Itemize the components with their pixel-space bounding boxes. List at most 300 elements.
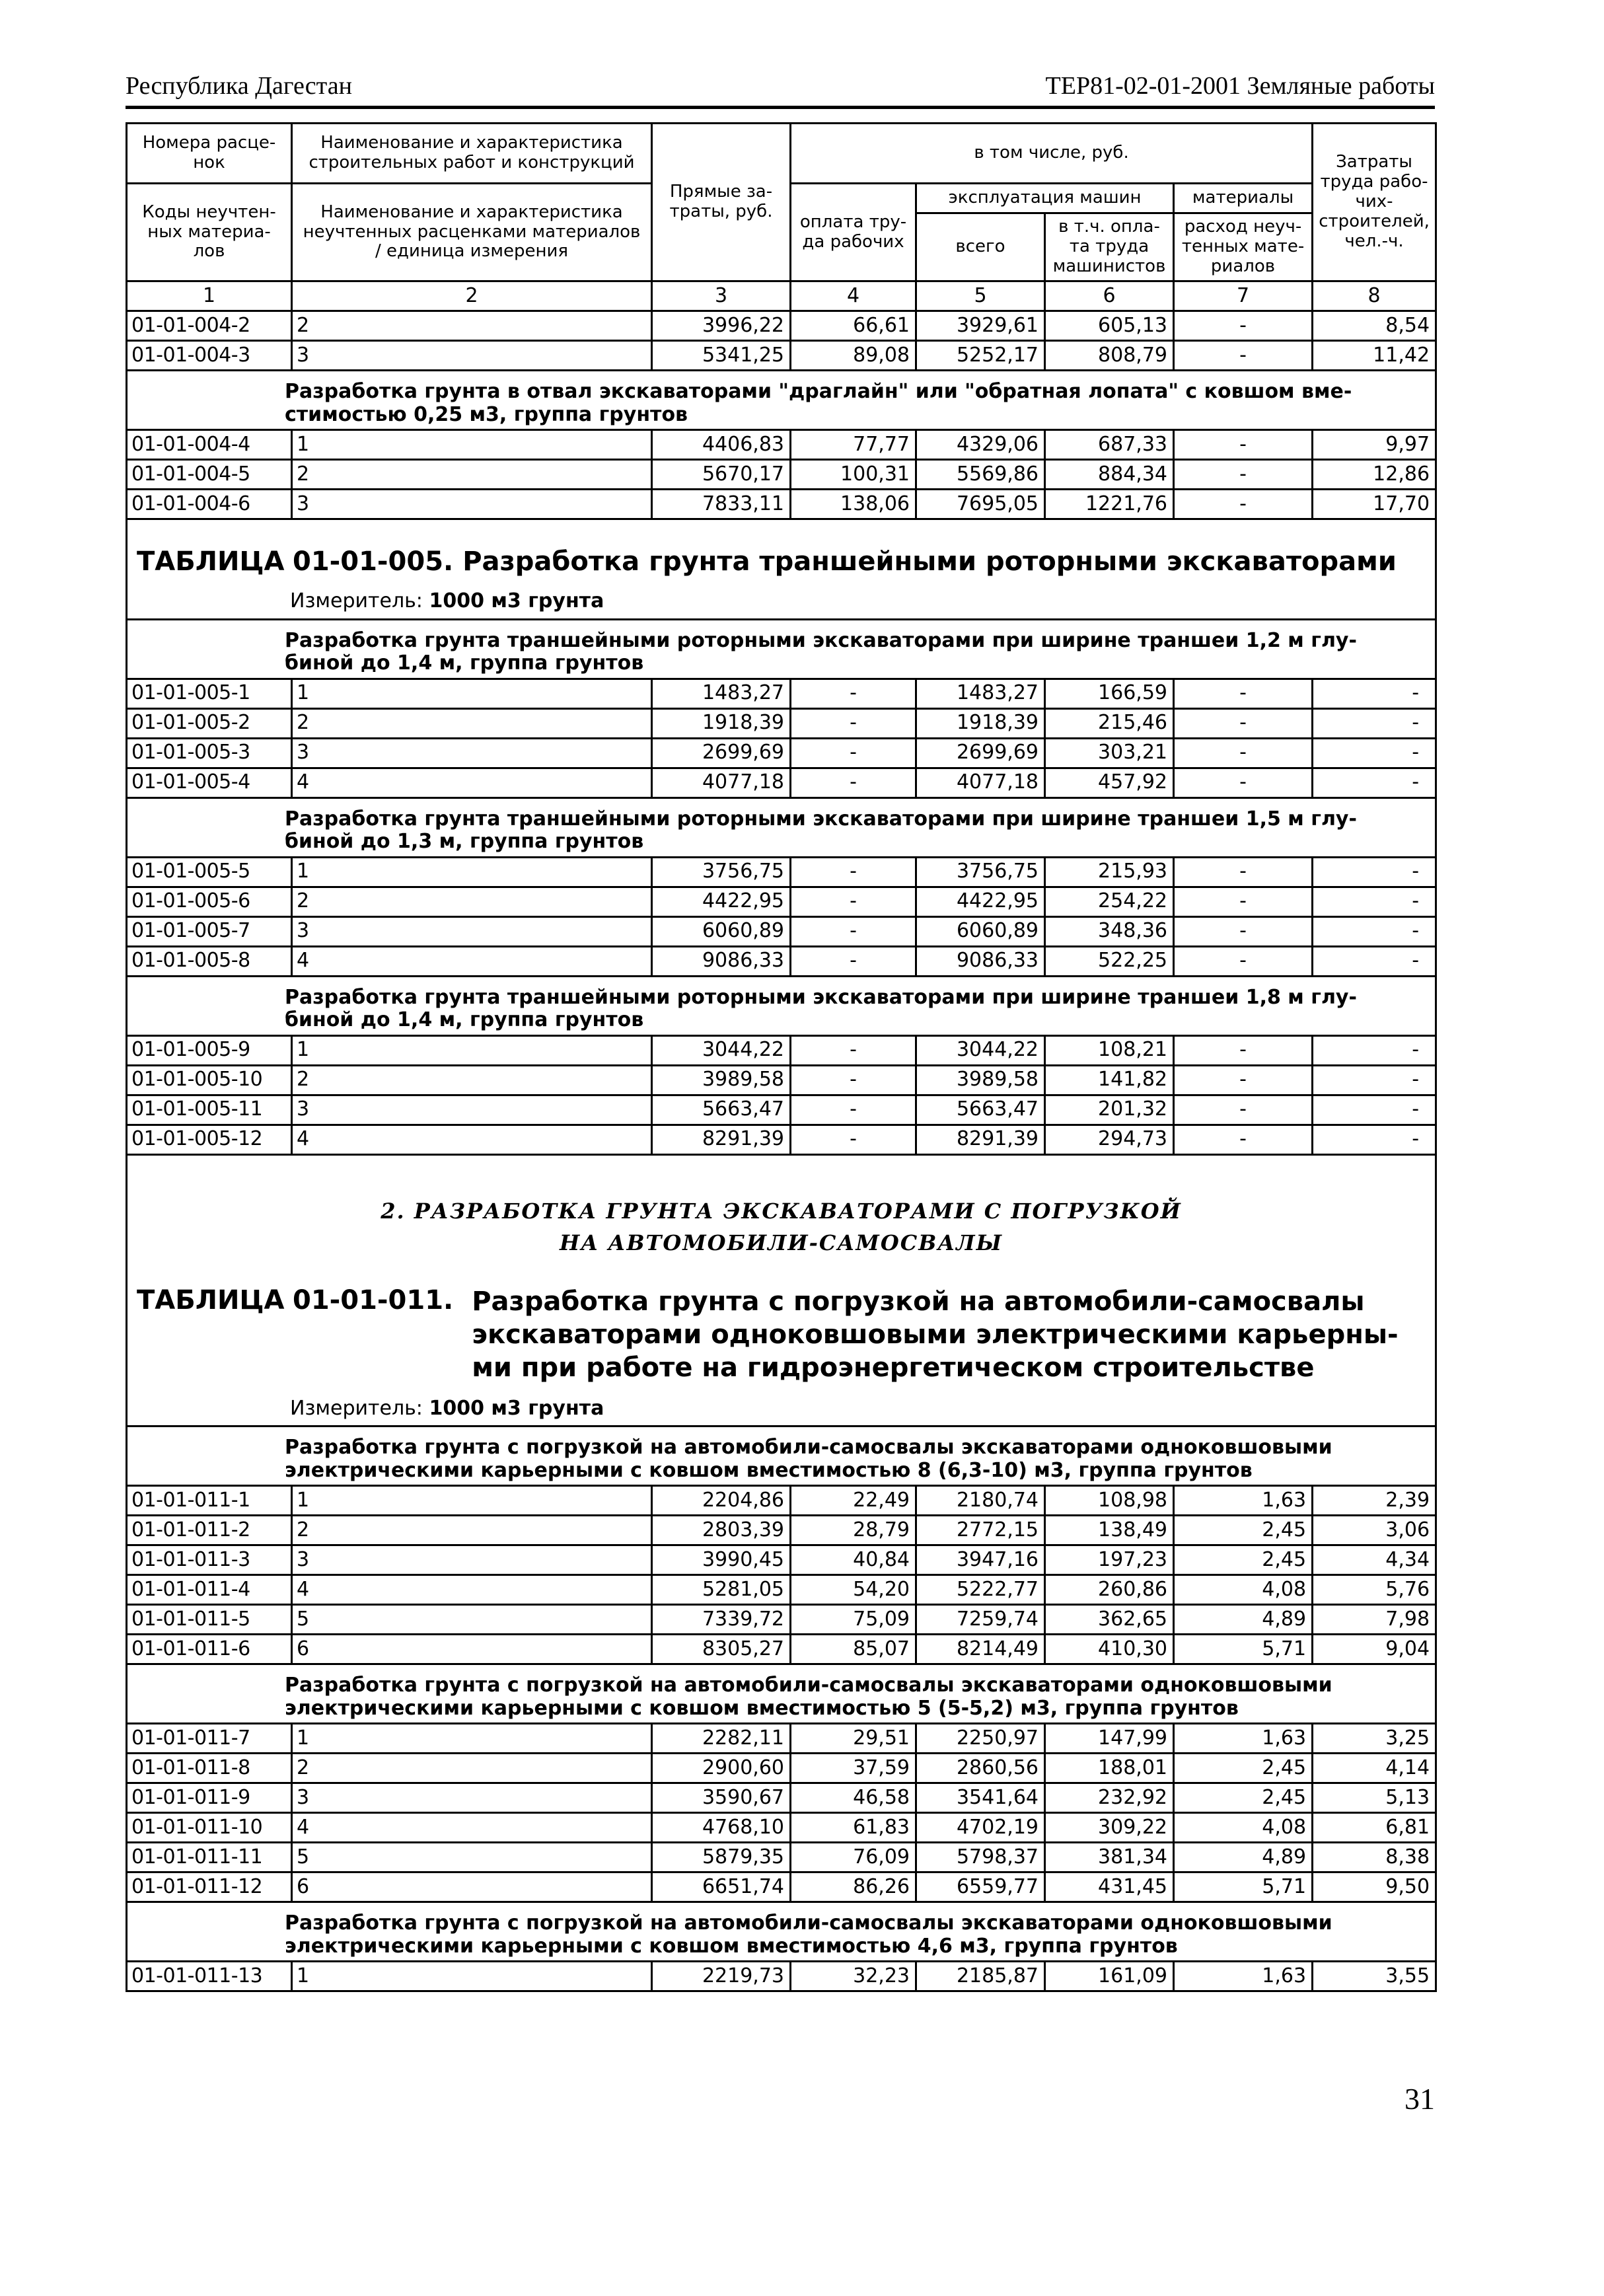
machinist-pay: 108,21 <box>1045 1035 1174 1065</box>
rate-variant: 3 <box>292 738 652 768</box>
direct-costs: 4768,10 <box>652 1813 791 1843</box>
direct-costs: 8291,39 <box>652 1125 791 1154</box>
material-use: - <box>1174 311 1313 341</box>
machinist-pay: 201,32 <box>1045 1095 1174 1125</box>
material-use: 1,63 <box>1174 1486 1313 1516</box>
worker-pay: - <box>791 679 916 708</box>
rate-variant: 2 <box>292 1754 652 1783</box>
labor-hours: 8,38 <box>1313 1843 1436 1872</box>
material-use: - <box>1174 430 1313 460</box>
table-row <box>127 490 1436 519</box>
material-use: 2,45 <box>1174 1516 1313 1545</box>
material-use: 2,45 <box>1174 1545 1313 1575</box>
table-row <box>127 1095 1436 1125</box>
direct-costs: 1483,27 <box>652 679 791 708</box>
machinist-pay: 147,99 <box>1045 1724 1174 1754</box>
direct-costs: 5879,35 <box>652 1843 791 1872</box>
direct-costs: 4077,18 <box>652 768 791 797</box>
rate-variant: 2 <box>292 708 652 738</box>
material-use: - <box>1174 460 1313 490</box>
top-rule <box>126 106 1435 109</box>
direct-costs: 3996,22 <box>652 311 791 341</box>
rate-code: 01-01-004-2 <box>127 311 292 341</box>
material-use: 4,89 <box>1174 1605 1313 1635</box>
meter-label: Измеритель: <box>290 1396 423 1420</box>
direct-costs: 2803,39 <box>652 1516 791 1545</box>
rate-code: 01-01-011-12 <box>127 1872 292 1902</box>
labor-hours: 17,70 <box>1313 490 1436 519</box>
col-num-6: 6 <box>1045 281 1174 311</box>
machine-total: 6060,89 <box>916 916 1045 946</box>
labor-hours: - <box>1313 1065 1436 1095</box>
header-worker-pay: оплата тру-да рабочих <box>791 184 916 281</box>
rate-variant: 3 <box>292 490 652 519</box>
table-number: 01-01-005. <box>293 546 454 577</box>
direct-costs: 9086,33 <box>652 946 791 976</box>
worker-pay: - <box>791 1125 916 1154</box>
machinist-pay: 362,65 <box>1045 1605 1174 1635</box>
table-row <box>127 946 1436 976</box>
header-machine-operation: эксплуатация машин <box>916 184 1174 213</box>
table-row <box>127 1783 1436 1813</box>
labor-hours: 9,50 <box>1313 1872 1436 1902</box>
meter-label: Измеритель: <box>290 589 423 612</box>
table-title <box>133 1259 1430 1384</box>
group-heading: Разработка грунта с погрузкой на автомобили-самосвалы экскаваторами одноковшовыми электрическими карьерными с ковшом вместимостью 8 (6,3-10) м3, группа грунтов <box>127 1426 1436 1486</box>
direct-costs: 3989,58 <box>652 1065 791 1095</box>
col-num-5: 5 <box>916 281 1045 311</box>
rate-code: 01-01-011-13 <box>127 1962 292 1991</box>
worker-pay: - <box>791 916 916 946</box>
rate-variant: 5 <box>292 1843 652 1872</box>
machine-total: 3541,64 <box>916 1783 1045 1813</box>
direct-costs: 7833,11 <box>652 490 791 519</box>
material-use: 4,08 <box>1174 1813 1313 1843</box>
rate-variant: 2 <box>292 1516 652 1545</box>
table-title-row <box>127 519 1436 620</box>
direct-costs: 5281,05 <box>652 1575 791 1605</box>
direct-costs: 3590,67 <box>652 1783 791 1813</box>
machine-total: 2185,87 <box>916 1962 1045 1991</box>
table-title-text: Разработка грунта траншейными роторными экскаваторами <box>462 546 1397 577</box>
header-rate-number: Номера расце-нок <box>127 124 292 184</box>
machinist-pay: 138,49 <box>1045 1516 1174 1545</box>
labor-hours: - <box>1313 738 1436 768</box>
rate-code: 01-01-005-5 <box>127 857 292 887</box>
worker-pay: 138,06 <box>791 490 916 519</box>
machine-total: 3756,75 <box>916 857 1045 887</box>
rate-variant: 3 <box>292 1095 652 1125</box>
rate-variant: 1 <box>292 857 652 887</box>
worker-pay: - <box>791 738 916 768</box>
direct-costs: 2204,86 <box>652 1486 791 1516</box>
labor-hours: 8,54 <box>1313 311 1436 341</box>
labor-hours: 12,86 <box>1313 460 1436 490</box>
worker-pay: 28,79 <box>791 1516 916 1545</box>
machine-total: 9086,33 <box>916 946 1045 976</box>
rate-variant: 6 <box>292 1635 652 1664</box>
material-use: - <box>1174 1125 1313 1154</box>
machine-total: 3044,22 <box>916 1035 1045 1065</box>
table-title-cell <box>127 1259 1436 1426</box>
machine-total: 3929,61 <box>916 311 1045 341</box>
rate-variant: 4 <box>292 768 652 797</box>
labor-hours: - <box>1313 1035 1436 1065</box>
table-row <box>127 679 1436 708</box>
worker-pay: 32,23 <box>791 1962 916 1991</box>
machinist-pay: 410,30 <box>1045 1635 1174 1664</box>
col-num-4: 4 <box>791 281 916 311</box>
table-row <box>127 708 1436 738</box>
meter-value: 1000 м3 грунта <box>429 1396 604 1420</box>
table-row <box>127 1486 1436 1516</box>
rate-code: 01-01-011-5 <box>127 1605 292 1635</box>
machinist-pay: 348,36 <box>1045 916 1174 946</box>
group-heading-row <box>127 1426 1436 1486</box>
header-material-name: Наименование и характеристика неучтенных расценками материалов / единица измерения <box>292 184 652 281</box>
header-machinist-pay: в т.ч. опла-та труда машинистов <box>1045 213 1174 281</box>
table-title-text: Разработка грунта с погрузкой на автомобили-самосвалы экскаваторами одноковшовыми электрическими карьерны-ми при работе на гидроэнергетическом строительстве <box>472 1286 1399 1383</box>
rate-code: 01-01-005-8 <box>127 946 292 976</box>
material-use: - <box>1174 946 1313 976</box>
worker-pay: 46,58 <box>791 1783 916 1813</box>
direct-costs: 6060,89 <box>652 916 791 946</box>
machine-total: 8214,49 <box>916 1635 1045 1664</box>
rate-variant: 3 <box>292 1783 652 1813</box>
worker-pay: 77,77 <box>791 430 916 460</box>
table-row <box>127 1545 1436 1575</box>
machinist-pay: 522,25 <box>1045 946 1174 976</box>
section-heading-line-2: НА АВТОМОБИЛИ-САМОСВАЛЫ <box>559 1230 1003 1255</box>
machinist-pay: 215,93 <box>1045 857 1174 887</box>
table-row <box>127 738 1436 768</box>
header-unaccounted-materials: расход неуч-тенных мате-риалов <box>1174 213 1313 281</box>
machine-total: 5222,77 <box>916 1575 1045 1605</box>
table-number: 01-01-011. <box>293 1284 454 1315</box>
machine-total: 6559,77 <box>916 1872 1045 1902</box>
table-row <box>127 430 1436 460</box>
table-row <box>127 1575 1436 1605</box>
material-use: 5,71 <box>1174 1872 1313 1902</box>
labor-hours: - <box>1313 679 1436 708</box>
machine-total: 3947,16 <box>916 1545 1045 1575</box>
machinist-pay: 197,23 <box>1045 1545 1174 1575</box>
material-use: 2,45 <box>1174 1783 1313 1813</box>
direct-costs: 3990,45 <box>652 1545 791 1575</box>
group-heading: Разработка грунта с погрузкой на автомобили-самосвалы экскаваторами одноковшовыми электрическими карьерными с ковшом вместимостью 5 (5-5,2) м3, группа грунтов <box>127 1664 1436 1724</box>
group-heading-row <box>127 976 1436 1035</box>
rate-variant: 4 <box>292 1575 652 1605</box>
section-heading-line-1: 2. РАЗРАБОТКА ГРУНТА ЭКСКАВАТОРАМИ С ПОГРУЗКОЙ <box>381 1198 1182 1224</box>
machine-total: 7259,74 <box>916 1605 1045 1635</box>
direct-costs: 5663,47 <box>652 1095 791 1125</box>
machinist-pay: 381,34 <box>1045 1843 1174 1872</box>
direct-costs: 6651,74 <box>652 1872 791 1902</box>
machine-total: 8291,39 <box>916 1125 1045 1154</box>
header-direct-costs: Прямые за-траты, руб. <box>652 124 791 281</box>
machinist-pay: 1221,76 <box>1045 490 1174 519</box>
material-use: 5,71 <box>1174 1635 1313 1664</box>
machinist-pay: 303,21 <box>1045 738 1174 768</box>
rate-code: 01-01-005-1 <box>127 679 292 708</box>
worker-pay: 86,26 <box>791 1872 916 1902</box>
direct-costs: 5341,25 <box>652 341 791 371</box>
worker-pay: 85,07 <box>791 1635 916 1664</box>
machinist-pay: 260,86 <box>1045 1575 1174 1605</box>
direct-costs: 4406,83 <box>652 430 791 460</box>
machinist-pay: 808,79 <box>1045 341 1174 371</box>
rates-table <box>126 122 1437 1992</box>
col-num-3: 3 <box>652 281 791 311</box>
section-heading-row <box>127 1154 1436 1259</box>
direct-costs: 5670,17 <box>652 460 791 490</box>
material-use: 4,89 <box>1174 1843 1313 1872</box>
worker-pay: - <box>791 946 916 976</box>
rate-code: 01-01-005-10 <box>127 1065 292 1095</box>
labor-hours: 3,55 <box>1313 1962 1436 1991</box>
rate-variant: 6 <box>292 1872 652 1902</box>
machinist-pay: 108,98 <box>1045 1486 1174 1516</box>
labor-hours: 3,25 <box>1313 1724 1436 1754</box>
material-use: - <box>1174 887 1313 916</box>
direct-costs: 2282,11 <box>652 1724 791 1754</box>
table-row <box>127 1065 1436 1095</box>
rate-code: 01-01-011-4 <box>127 1575 292 1605</box>
direct-costs: 1918,39 <box>652 708 791 738</box>
table-row <box>127 768 1436 797</box>
rate-code: 01-01-004-5 <box>127 460 292 490</box>
table-row <box>127 1635 1436 1664</box>
labor-hours: - <box>1313 1125 1436 1154</box>
col-num-8: 8 <box>1313 281 1436 311</box>
rate-variant: 4 <box>292 946 652 976</box>
rate-code: 01-01-011-1 <box>127 1486 292 1516</box>
material-use: - <box>1174 490 1313 519</box>
worker-pay: 89,08 <box>791 341 916 371</box>
rate-code: 01-01-011-9 <box>127 1783 292 1813</box>
rate-code: 01-01-004-3 <box>127 341 292 371</box>
measurement-unit <box>133 1384 1430 1426</box>
worker-pay: 37,59 <box>791 1754 916 1783</box>
machinist-pay: 188,01 <box>1045 1754 1174 1783</box>
machinist-pay: 215,46 <box>1045 708 1174 738</box>
table-row <box>127 1813 1436 1843</box>
group-heading: Разработка грунта с погрузкой на автомобили-самосвалы экскаваторами одноковшовыми электрическими карьерными с ковшом вместимостью 4,6 м3, группа грунтов <box>127 1902 1436 1962</box>
material-use: - <box>1174 768 1313 797</box>
rate-code: 01-01-005-7 <box>127 916 292 946</box>
col-num-2: 2 <box>292 281 652 311</box>
machinist-pay: 884,34 <box>1045 460 1174 490</box>
labor-hours: - <box>1313 708 1436 738</box>
table-title-cell <box>127 519 1436 620</box>
machine-total: 4702,19 <box>916 1813 1045 1843</box>
machine-total: 3989,58 <box>916 1065 1045 1095</box>
rate-code: 01-01-004-6 <box>127 490 292 519</box>
page-number: 31 <box>1404 2082 1435 2116</box>
material-use: 1,63 <box>1174 1724 1313 1754</box>
rate-variant: 3 <box>292 916 652 946</box>
col-num-1: 1 <box>127 281 292 311</box>
machine-total: 5798,37 <box>916 1843 1045 1872</box>
table-row <box>127 1962 1436 1991</box>
rate-variant: 2 <box>292 460 652 490</box>
machine-total: 2250,97 <box>916 1724 1045 1754</box>
table-title-row <box>127 1259 1436 1426</box>
machine-total: 2180,74 <box>916 1486 1045 1516</box>
material-use: - <box>1174 857 1313 887</box>
rate-variant: 4 <box>292 1813 652 1843</box>
rate-variant: 5 <box>292 1605 652 1635</box>
table-row <box>127 1754 1436 1783</box>
material-use: - <box>1174 1035 1313 1065</box>
rate-code: 01-01-005-2 <box>127 708 292 738</box>
direct-costs: 8305,27 <box>652 1635 791 1664</box>
table-row <box>127 1035 1436 1065</box>
rate-variant: 2 <box>292 887 652 916</box>
labor-hours: - <box>1313 887 1436 916</box>
labor-hours: - <box>1313 916 1436 946</box>
group-heading-row <box>127 797 1436 857</box>
machinist-pay: 232,92 <box>1045 1783 1174 1813</box>
material-use: 1,63 <box>1174 1962 1313 1991</box>
labor-hours: 9,04 <box>1313 1635 1436 1664</box>
labor-hours: - <box>1313 857 1436 887</box>
rate-variant: 1 <box>292 1962 652 1991</box>
machine-total: 2772,15 <box>916 1516 1045 1545</box>
labor-hours: 9,97 <box>1313 430 1436 460</box>
labor-hours: 5,76 <box>1313 1575 1436 1605</box>
machinist-pay: 605,13 <box>1045 311 1174 341</box>
machinist-pay: 431,45 <box>1045 1872 1174 1902</box>
table-row <box>127 1843 1436 1872</box>
machine-total: 7695,05 <box>916 490 1045 519</box>
machinist-pay: 309,22 <box>1045 1813 1174 1843</box>
rate-code: 01-01-011-10 <box>127 1813 292 1843</box>
group-heading-row <box>127 1664 1436 1724</box>
machine-total: 2699,69 <box>916 738 1045 768</box>
table-row <box>127 460 1436 490</box>
table-row <box>127 311 1436 341</box>
column-numbers-row <box>127 281 1436 311</box>
direct-costs: 3756,75 <box>652 857 791 887</box>
worker-pay: - <box>791 1095 916 1125</box>
table-row <box>127 341 1436 371</box>
direct-costs: 4422,95 <box>652 887 791 916</box>
machinist-pay: 166,59 <box>1045 679 1174 708</box>
rate-code: 01-01-005-3 <box>127 738 292 768</box>
header-materials: материалы <box>1174 184 1313 213</box>
worker-pay: 40,84 <box>791 1545 916 1575</box>
section-heading <box>133 1156 1430 1259</box>
material-use: - <box>1174 679 1313 708</box>
worker-pay: 54,20 <box>791 1575 916 1605</box>
worker-pay: 66,61 <box>791 311 916 341</box>
running-head <box>126 71 1435 104</box>
labor-hours: 11,42 <box>1313 341 1436 371</box>
machine-total: 1483,27 <box>916 679 1045 708</box>
table-row <box>127 1125 1436 1154</box>
group-heading: Разработка грунта в отвал экскаваторами "драглайн" или "обратная лопата" с ковшом вме-стимостью 0,25 м3, группа грунтов <box>127 371 1436 430</box>
material-use: 2,45 <box>1174 1754 1313 1783</box>
machine-total: 2860,56 <box>916 1754 1045 1783</box>
rate-variant: 2 <box>292 311 652 341</box>
rate-variant: 1 <box>292 679 652 708</box>
worker-pay: - <box>791 708 916 738</box>
machine-total: 1918,39 <box>916 708 1045 738</box>
direct-costs: 2699,69 <box>652 738 791 768</box>
rate-code: 01-01-005-4 <box>127 768 292 797</box>
machinist-pay: 687,33 <box>1045 430 1174 460</box>
group-heading-row <box>127 1902 1436 1962</box>
worker-pay: 22,49 <box>791 1486 916 1516</box>
document-code: ТЕР81-02-01-2001 Земляные работы <box>1045 72 1435 100</box>
table-row <box>127 1872 1436 1902</box>
worker-pay: 76,09 <box>791 1843 916 1872</box>
worker-pay: - <box>791 857 916 887</box>
group-heading-row <box>127 619 1436 679</box>
rate-code: 01-01-011-2 <box>127 1516 292 1545</box>
machine-total: 5569,86 <box>916 460 1045 490</box>
machine-total: 4077,18 <box>916 768 1045 797</box>
labor-hours: 5,13 <box>1313 1783 1436 1813</box>
rate-variant: 3 <box>292 341 652 371</box>
table-label: ТАБЛИЦА <box>137 546 285 577</box>
rate-variant: 1 <box>292 430 652 460</box>
labor-hours: 4,34 <box>1313 1545 1436 1575</box>
machinist-pay: 161,09 <box>1045 1962 1174 1991</box>
rates-table-body <box>127 124 1436 1991</box>
col-num-7: 7 <box>1174 281 1313 311</box>
rate-code: 01-01-011-3 <box>127 1545 292 1575</box>
rate-code: 01-01-011-8 <box>127 1754 292 1783</box>
material-use: - <box>1174 1095 1313 1125</box>
worker-pay: - <box>791 768 916 797</box>
worker-pay: 100,31 <box>791 460 916 490</box>
direct-costs: 2900,60 <box>652 1754 791 1783</box>
group-heading-row <box>127 371 1436 430</box>
labor-hours: - <box>1313 768 1436 797</box>
material-use: - <box>1174 708 1313 738</box>
labor-hours: 3,06 <box>1313 1516 1436 1545</box>
worker-pay: 61,83 <box>791 1813 916 1843</box>
rate-code: 01-01-005-6 <box>127 887 292 916</box>
labor-hours: 2,39 <box>1313 1486 1436 1516</box>
machinist-pay: 254,22 <box>1045 887 1174 916</box>
header-material-codes: Коды неучтен-ных материа-лов <box>127 184 292 281</box>
labor-hours: - <box>1313 1095 1436 1125</box>
table-row <box>127 887 1436 916</box>
header-labor-costs: Затраты труда рабо-чих-строителей, чел.-ч. <box>1313 124 1436 281</box>
rate-code: 01-01-005-9 <box>127 1035 292 1065</box>
labor-hours: 4,14 <box>1313 1754 1436 1783</box>
table-row <box>127 1724 1436 1754</box>
rate-code: 01-01-011-7 <box>127 1724 292 1754</box>
rate-code: 01-01-004-4 <box>127 430 292 460</box>
rate-code: 01-01-005-12 <box>127 1125 292 1154</box>
region-title: Республика Дагестан <box>126 72 352 100</box>
direct-costs: 2219,73 <box>652 1962 791 1991</box>
rate-code: 01-01-005-11 <box>127 1095 292 1125</box>
material-use: 4,08 <box>1174 1575 1313 1605</box>
material-use: - <box>1174 1065 1313 1095</box>
rate-variant: 2 <box>292 1065 652 1095</box>
machine-total: 4329,06 <box>916 430 1045 460</box>
group-heading: Разработка грунта траншейными роторными экскаваторами при ширине траншеи 1,5 м глу-биной до 1,3 м, группа грунтов <box>127 797 1436 857</box>
table-title <box>133 520 1430 577</box>
table-row <box>127 857 1436 887</box>
worker-pay: 29,51 <box>791 1724 916 1754</box>
table-row <box>127 916 1436 946</box>
